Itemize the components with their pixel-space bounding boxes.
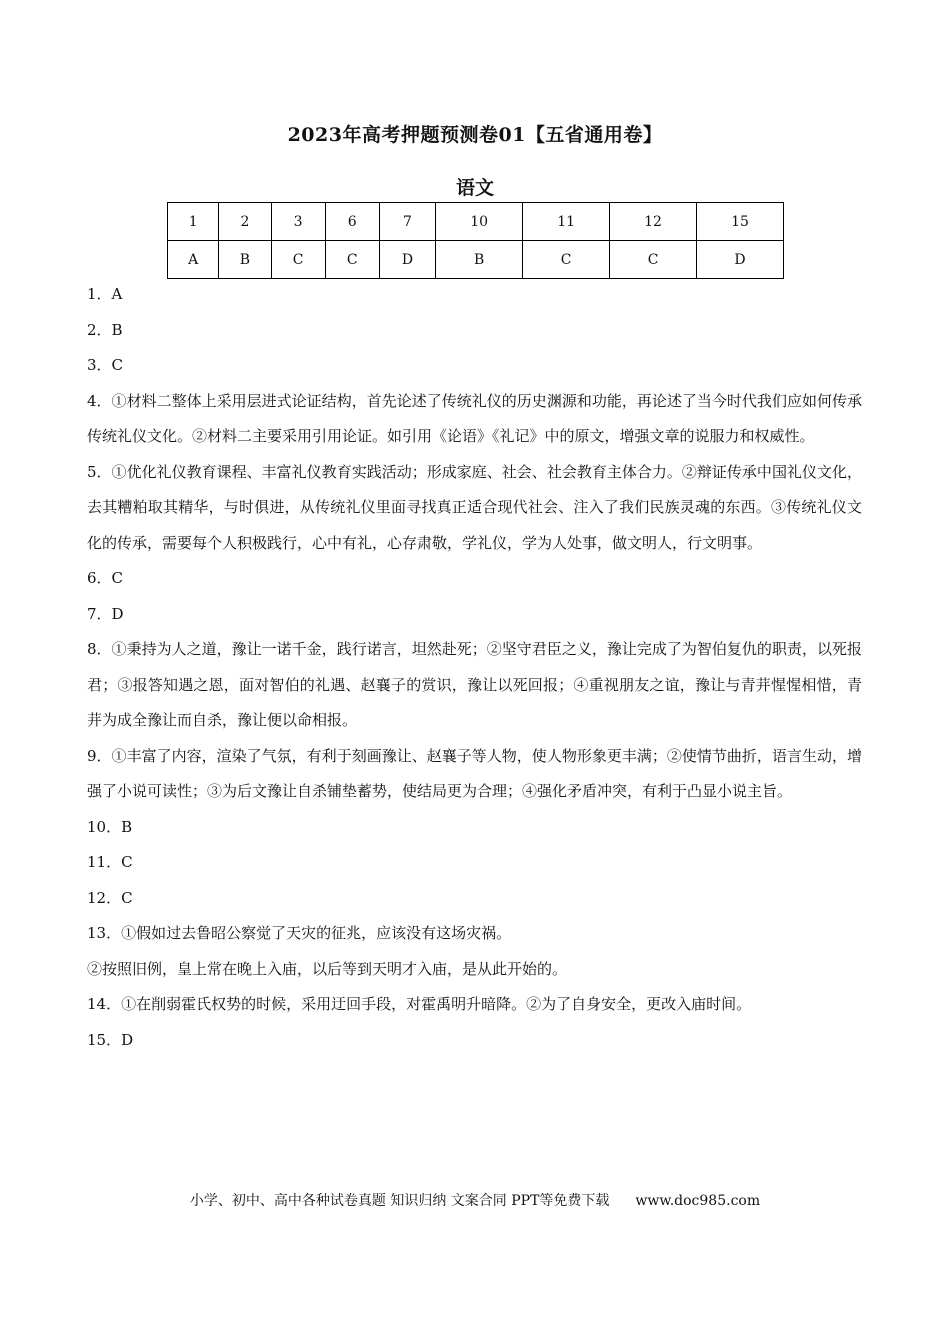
question-number-cell: 11 bbox=[523, 203, 610, 241]
answer-item: 8．①秉持为人之道，豫让一诺千金，践行诺言，坦然赴死；②坚守君臣之义，豫让完成了为智伯复仇的职责，以死报君；③报答知遇之恩，面对智伯的礼遇、赵襄子的赏识，豫让以死回报；④重视朋友之谊，豫让与青茾惺惺相惜，青茾为成全豫让而自杀，豫让便以命相报。 bbox=[87, 640, 862, 729]
question-number-cell: 2 bbox=[219, 203, 271, 241]
footer-site: www.doc985.com bbox=[635, 1193, 761, 1209]
answer-item: 1．A bbox=[87, 285, 123, 303]
answer-cell: C bbox=[325, 241, 379, 279]
page-title: 2023年高考押题预测卷01【五省通用卷】 bbox=[287, 124, 663, 146]
answer-row bbox=[168, 241, 784, 279]
answer-cell: B bbox=[436, 241, 523, 279]
question-number-cell: 7 bbox=[379, 203, 435, 241]
subject-heading: 语文 bbox=[455, 177, 494, 199]
answer-item: 7．D bbox=[87, 604, 124, 623]
answer-item: 3．C bbox=[87, 356, 124, 374]
question-number-cell: 1 bbox=[168, 203, 219, 241]
question-number-row bbox=[168, 203, 784, 241]
answer-item: 6．C bbox=[87, 569, 124, 587]
answer-item: 12．C bbox=[87, 888, 133, 907]
answer-item: 2．B bbox=[87, 320, 123, 339]
question-number-cell: 12 bbox=[610, 203, 697, 241]
answer-item: 14．①在削弱霍氏权势的时候，采用迂回手段，对霍禹明升暗降。②为了自身安全，更改入庙时间。 bbox=[87, 995, 752, 1013]
answer-item: 11．C bbox=[87, 853, 133, 871]
answer-item: 10．B bbox=[87, 817, 133, 836]
page-footer bbox=[0, 1190, 950, 1210]
answers-list bbox=[87, 277, 862, 1058]
question-number-cell: 15 bbox=[697, 203, 784, 241]
answer-item: 13．①假如过去鲁昭公察觉了天灾的征兆，应该没有这场灾祸。 bbox=[87, 924, 512, 942]
answer-item: 5．①优化礼仪教育课程、丰富礼仪教育实践活动；形成家庭、社会、社会教育主体合力。②辩证传承中国礼仪文化，去其糟粕取其精华，与时俱进，从传统礼仪里面寻找真正适合现代社会、注入了我们民族灵魂的东西。③传统礼仪文化的传承，需要每个人积极践行，心中有礼，心存肃敬，学礼仪，学为人处事，做文明人，行文明事。 bbox=[87, 462, 862, 552]
answer-item: 9．①丰富了内容，渲染了气氛，有利于刻画豫让、赵襄子等人物，使人物形象更丰满；②使情节曲折，语言生动，增强了小说可读性；③为后文豫让自杀铺垫蓄势，使结局更为合理；④强化矛盾冲突，有利于凸显小说主旨。 bbox=[87, 746, 862, 800]
answer-item: 15．D bbox=[87, 1030, 134, 1049]
answer-cell: B bbox=[219, 241, 271, 279]
footer-text: 小学、初中、高中各种试卷真题 知识归纳 文案合同 PPT等免费下载 bbox=[189, 1193, 610, 1209]
answer-cell: C bbox=[523, 241, 610, 279]
answer-cell: C bbox=[610, 241, 697, 279]
answer-item: 4．①材料二整体上采用层进式论证结构，首先论述了传统礼仪的历史渊源和功能，再论述了当今时代我们应如何传承传统礼仪文化。②材料二主要采用引用论证。如引用《论语》《礼记》中的原文，增强文章的说服力和权威性。 bbox=[87, 391, 862, 445]
answer-cell: D bbox=[379, 241, 435, 279]
answer-table bbox=[167, 202, 784, 279]
question-number-cell: 6 bbox=[325, 203, 379, 241]
question-number-cell: 10 bbox=[436, 203, 523, 241]
answer-cell: D bbox=[697, 241, 784, 279]
answer-cell: A bbox=[168, 241, 219, 279]
answer-cell: C bbox=[271, 241, 325, 279]
answer-item: ②按照旧例，皇上常在晚上入庙，以后等到天明才入庙，是从此开始的。 bbox=[87, 959, 568, 978]
question-number-cell: 3 bbox=[271, 203, 325, 241]
